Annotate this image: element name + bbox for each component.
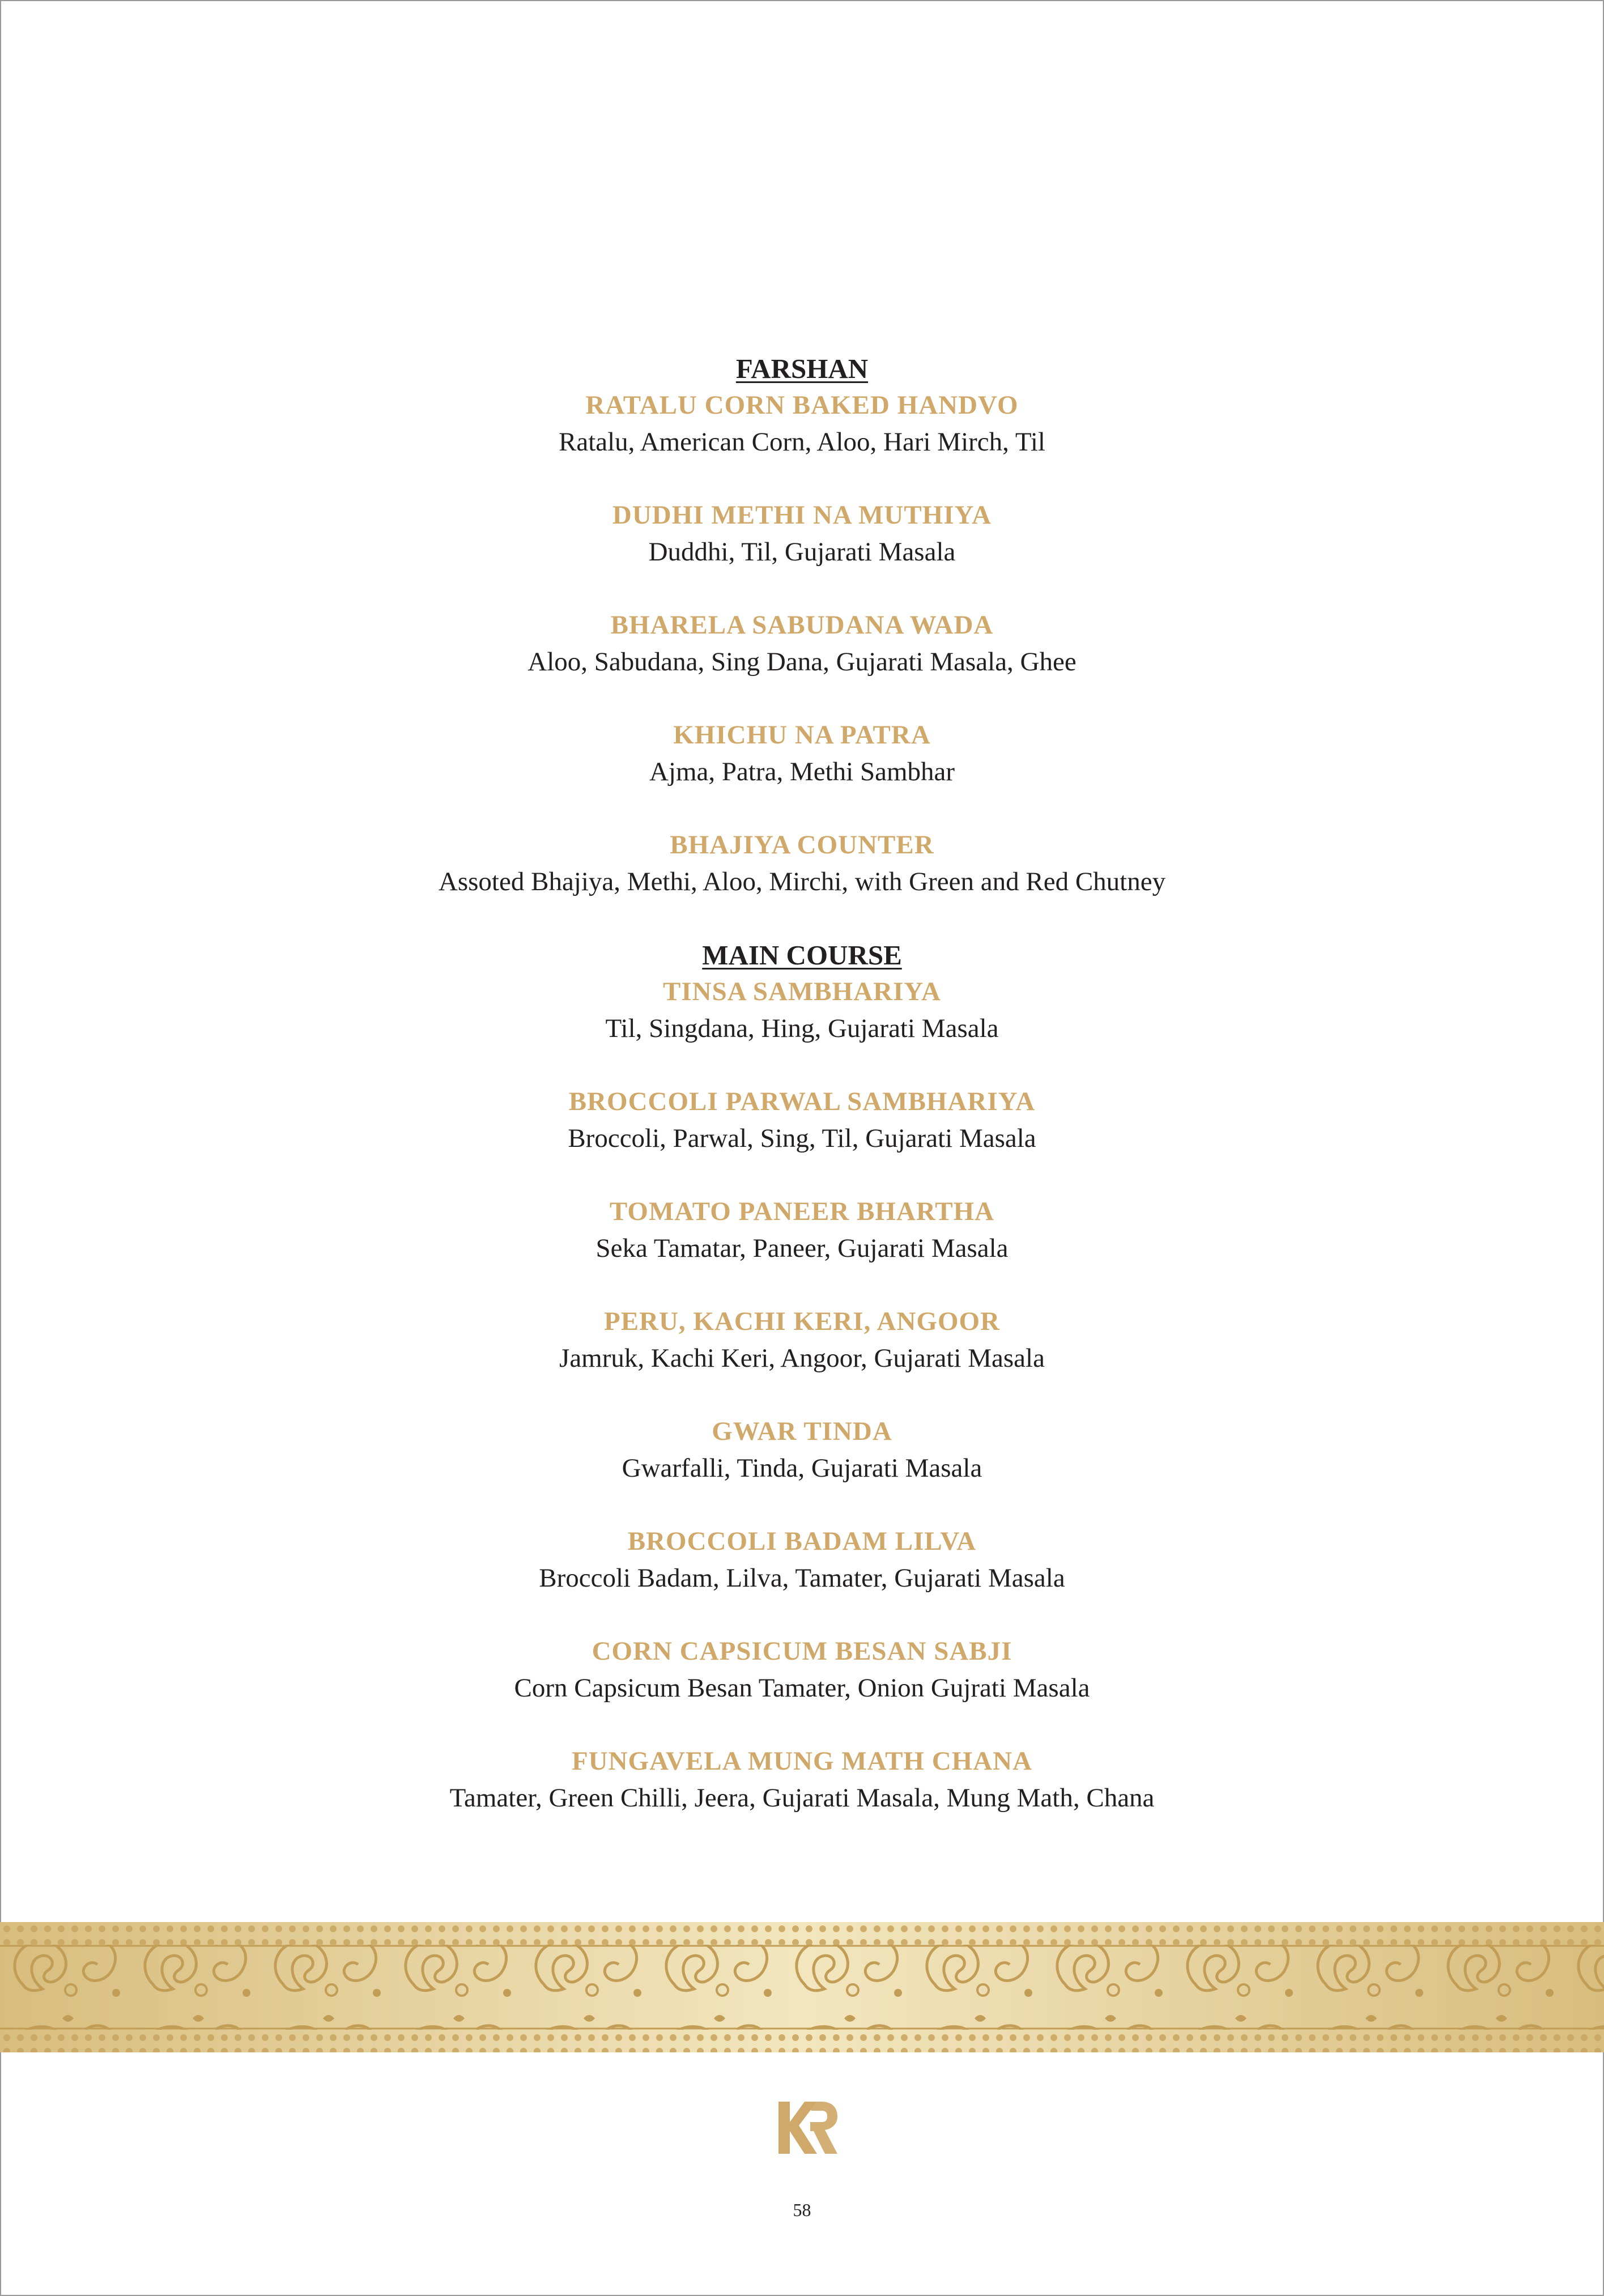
menu-item [0,1743,1604,1817]
dish-name: TOMATO PANEER BHARTHA [609,1197,995,1226]
menu-item [0,827,1604,900]
dish-ingredients: Tamater, Green Chilli, Jeera, Gujarati Masala, Mung Math, Chana [449,1783,1155,1813]
dish-ingredients: Ajma, Patra, Methi Sambhar [649,757,955,786]
section-heading: FARSHAN [735,353,869,384]
section-heading: MAIN COURSE [702,939,902,971]
dish-name: BHARELA SABUDANA WADA [610,610,994,640]
dish-ingredients: Duddhi, Til, Gujarati Masala [648,537,956,567]
menu-item [0,1303,1604,1377]
ornamental-gold-border [0,1922,1604,2052]
menu-item [0,1633,1604,1707]
menu-item [0,387,1604,461]
dish-name: KHICHU NA PATRA [673,720,931,750]
dish-ingredients: Broccoli Badam, Lilva, Tamater, Gujarati Masala [539,1563,1065,1593]
dish-ingredients: Aloo, Sabudana, Sing Dana, Gujarati Masala, Ghee [527,647,1077,677]
dish-ingredients: Broccoli, Parwal, Sing, Til, Gujarati Masala [568,1124,1036,1153]
menu-item [0,1413,1604,1487]
menu-content [0,350,1604,1853]
dish-name: FUNGAVELA MUNG MATH CHANA [571,1746,1033,1776]
dish-name: CORN CAPSICUM BESAN SABJI [592,1636,1012,1666]
menu-item [0,1083,1604,1157]
page-number: 58 [793,2200,811,2220]
menu-item [0,607,1604,681]
dish-name: GWAR TINDA [712,1417,892,1446]
menu-item [0,1523,1604,1597]
dish-name: PERU, KACHI KERI, ANGOOR [603,1307,1001,1336]
dish-ingredients: Ratalu, American Corn, Aloo, Hari Mirch, Til [559,427,1045,457]
section-farshan [0,350,1604,900]
dish-name: BROCCOLI BADAM LILVA [627,1527,977,1556]
menu-item [0,497,1604,571]
dish-ingredients: Seka Tamatar, Paneer, Gujarati Masala [595,1234,1009,1263]
dish-name: BROCCOLI PARWAL SAMBHARIYA [568,1087,1036,1116]
dish-ingredients: Jamruk, Kachi Keri, Angoor, Gujarati Masala [559,1343,1045,1373]
dish-name: BHAJIYA COUNTER [670,830,934,860]
menu-item [0,1193,1604,1267]
dish-ingredients: Corn Capsicum Besan Tamater, Onion Gujrati Masala [514,1673,1090,1703]
kr-monogram-logo [776,2099,839,2156]
dish-name: TINSA SAMBHARIYA [663,977,941,1006]
dish-ingredients: Til, Singdana, Hing, Gujarati Masala [605,1014,999,1043]
dish-ingredients: Gwarfalli, Tinda, Gujarati Masala [622,1453,982,1483]
menu-item [0,973,1604,1047]
menu-item [0,717,1604,790]
dish-name: RATALU CORN BAKED HANDVO [585,390,1019,420]
dish-name: DUDHI METHI NA MUTHIYA [612,500,992,530]
dish-ingredients: Assoted Bhajiya, Methi, Aloo, Mirchi, with Green and Red Chutney [438,867,1166,896]
section-main-course [0,937,1604,1817]
